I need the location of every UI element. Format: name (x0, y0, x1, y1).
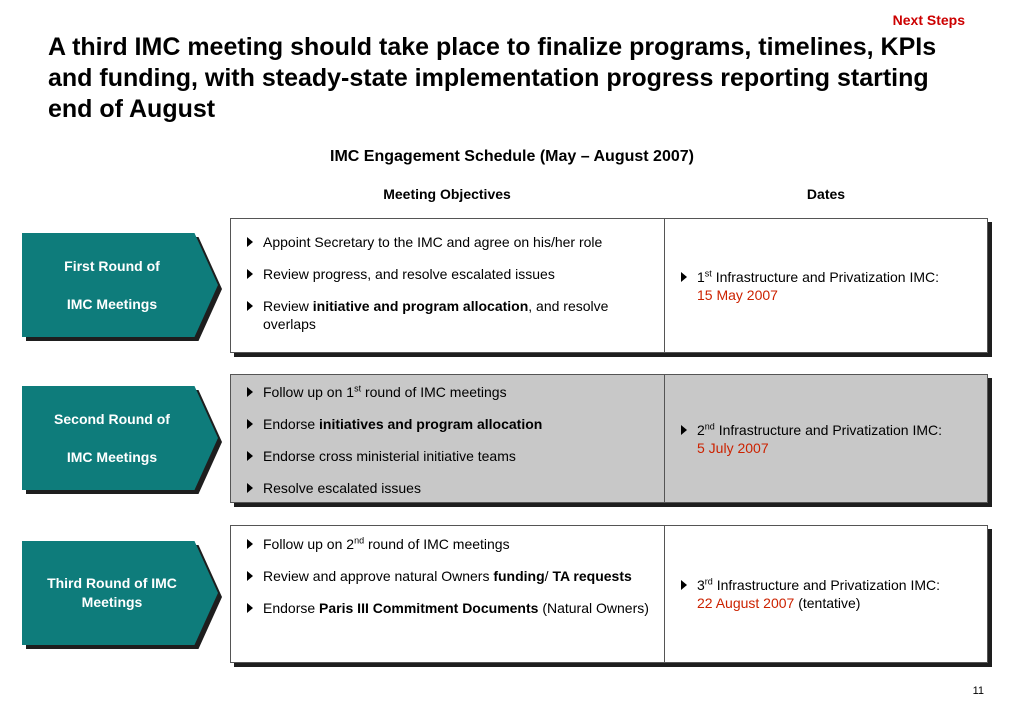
objective-item: Follow up on 1st round of IMC meetings (245, 383, 654, 401)
round-2-objectives (231, 375, 665, 502)
date-item: 2nd Infrastructure and Privatization IMC: 5 July 2007 (679, 421, 942, 457)
objective-item: Appoint Secretary to the IMC and agree on his/her role (245, 233, 654, 251)
date-item: 1st Infrastructure and Privatization IMC: 15 May 2007 (679, 268, 939, 304)
round-3-label-line1: Third Round of IMC (47, 575, 177, 591)
round-2-label-line2: IMC Meetings (66, 448, 158, 465)
round-1-label (22, 233, 218, 337)
date-value: 5 July 2007 (697, 439, 769, 456)
date-value: 22 August 2007 (697, 595, 795, 611)
date-value: 15 May 2007 (697, 286, 778, 303)
objective-item: Follow up on 2nd round of IMC meetings (245, 535, 654, 553)
objective-item: Review and approve natural Owners funding/ TA requests (245, 567, 654, 585)
column-header-objectives: Meeting Objectives (383, 186, 511, 202)
round-2-box (230, 374, 988, 503)
round-3-box (230, 525, 988, 663)
objective-item: Review initiative and program allocation, and resolve overlaps (245, 297, 654, 333)
objective-item: Endorse cross ministerial initiative teams (245, 447, 654, 465)
round-3-dates (665, 526, 987, 662)
round-2-dates (665, 375, 987, 502)
date-item: 3rd Infrastructure and Privatization IMC: 22 August 2007 (tentative) (679, 576, 940, 612)
section-label: Next Steps (892, 12, 965, 28)
objective-item: Endorse Paris III Commitment Documents (Natural Owners) (245, 599, 654, 617)
date-note: (tentative) (794, 595, 861, 611)
round-1-dates (665, 219, 987, 352)
round-2-label-line1: Second Round of (54, 410, 170, 427)
round-1-objectives (231, 219, 665, 352)
objective-item: Endorse initiatives and program allocation (245, 415, 654, 433)
round-1-box (230, 218, 988, 353)
round-1-label-line2: IMC Meetings (66, 295, 158, 312)
round-2-label (22, 386, 218, 490)
objective-item: Review progress, and resolve escalated issues (245, 265, 654, 283)
page-title: A third IMC meeting should take place to finalize programs, timelines, KPIs and funding, with steady-state implementation progress reporting starting end of August (48, 33, 937, 123)
round-3-label-line2: Meetings (81, 594, 143, 610)
round-1-label-line1: First Round of (64, 257, 160, 274)
page-number: 11 (972, 685, 984, 697)
schedule-title: IMC Engagement Schedule (May – August 2007) (330, 148, 694, 165)
round-3-label (22, 541, 218, 645)
objective-item: Resolve escalated issues (245, 479, 654, 497)
round-3-objectives (231, 526, 665, 662)
column-header-dates: Dates (806, 186, 846, 202)
